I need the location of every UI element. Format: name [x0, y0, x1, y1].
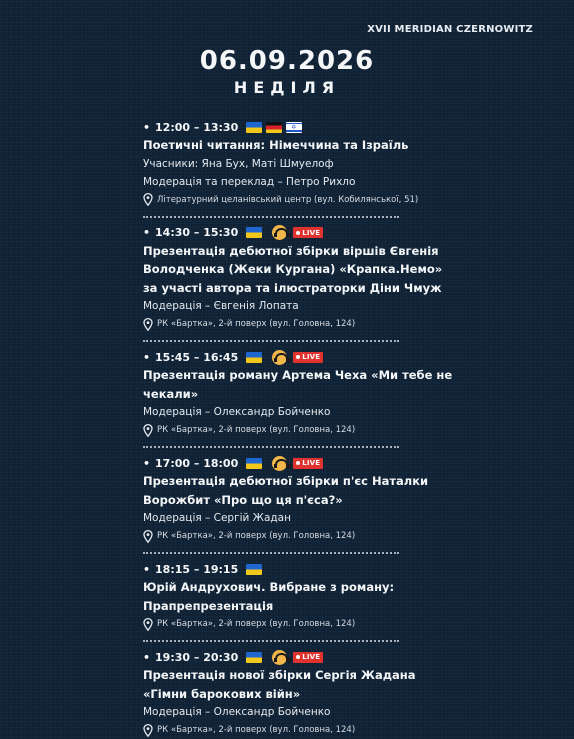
map-pin-icon: [143, 193, 153, 206]
event-location-row: [143, 527, 443, 545]
bullet: •: [143, 350, 151, 364]
event-location-row: [143, 315, 443, 333]
event-location: РК «Бартка», 2-й поверх (вул. Головна, 124): [157, 619, 356, 629]
bullet: •: [143, 226, 151, 239]
bullet: •: [143, 650, 151, 664]
event-time-row: [143, 224, 443, 242]
flag-il-icon: ✡: [286, 122, 302, 133]
event-time: 17:00 – 18:00: [155, 456, 239, 470]
dotted-divider: [143, 340, 399, 342]
map-pin-icon: [143, 424, 153, 437]
event-detail: Модерація – Євгенія Лопата: [143, 300, 299, 312]
live-dot-icon: [296, 231, 300, 235]
event-title-line: чекали»: [143, 386, 199, 401]
event-time-row: [143, 118, 443, 136]
event-time: 19:30 – 20:30: [155, 650, 239, 664]
event-detail: Модерація – Сергій Жадан: [143, 512, 291, 524]
flag-ua-icon: [246, 564, 262, 575]
event-time: 15:45 – 16:45: [155, 350, 239, 364]
dotted-divider: [143, 446, 399, 448]
flag-ua-icon: [246, 122, 262, 133]
event-title-line: Презентація дебютної збірки п'єс Наталки: [143, 474, 429, 488]
event-item: [143, 454, 443, 545]
program-weekday: НЕДІЛЯ: [233, 78, 341, 97]
event-time: 14:30 – 15:30: [155, 226, 239, 239]
event-title-line: Прапрепрезентація: [143, 598, 274, 613]
event-item: [143, 118, 443, 209]
event-location-row: [143, 721, 443, 739]
dotted-divider: [143, 552, 399, 554]
event-location: РК «Бартка», 2-й поверх (вул. Головна, 124): [157, 425, 356, 435]
event-detail: Учасники: Яна Бух, Маті Шмуелоф: [143, 157, 334, 170]
event-detail: Модерація – Олександр Бойченко: [143, 706, 331, 718]
flag-ua-icon: [246, 227, 262, 238]
live-label: LIVE: [302, 653, 321, 661]
festival-brand: XVII MERIDIAN CZERNOWITZ: [367, 24, 533, 35]
event-location: Літературний целанівський центр (вул. Кобилянської, 51): [157, 194, 419, 205]
live-badge: [293, 227, 323, 238]
live-label: LIVE: [302, 459, 321, 467]
event-title-line: за участі автора та ілюстраторки Діни Чмуж: [143, 280, 442, 295]
map-pin-icon: [143, 724, 153, 737]
event-time-row: [143, 648, 443, 666]
event-time: 18:15 – 19:15: [155, 562, 239, 576]
bullet: •: [143, 562, 151, 576]
event-location-row: [143, 191, 443, 209]
flag-ua-icon: [246, 458, 262, 469]
headphones-icon: [272, 350, 287, 365]
event-time-row: [143, 560, 443, 578]
live-dot-icon: [296, 355, 300, 359]
event-item: [143, 560, 443, 633]
event-item: [143, 224, 443, 334]
live-label: LIVE: [302, 228, 321, 237]
event-detail: Модерація – Олександр Бойченко: [143, 406, 331, 418]
event-time-row: [143, 454, 443, 472]
event-title-line: «Гімни барокових війн»: [143, 686, 301, 701]
event-location: РК «Бартка», 2-й поверх (вул. Головна, 124): [157, 319, 356, 329]
event-detail: Модерація та переклад – Петро Рихло: [143, 175, 356, 188]
event-item: [143, 348, 453, 439]
event-title-line: Володченка (Жеки Кургана) «Крапка.Немо»: [143, 262, 443, 276]
bullet: •: [143, 456, 151, 470]
event-title-line: Презентація роману Артема Чеха «Ми тебе не: [143, 368, 453, 382]
flag-ua-icon: [246, 352, 262, 363]
event-time: 12:00 – 13:30: [155, 120, 239, 134]
event-location: РК «Бартка», 2-й поверх (вул. Головна, 124): [157, 725, 356, 735]
flag-ua-icon: [246, 652, 262, 663]
live-label: LIVE: [302, 353, 321, 361]
event-title-line: Юрій Андрухович. Вибране з роману:: [143, 580, 395, 594]
map-pin-icon: [143, 318, 153, 331]
dotted-divider: [143, 216, 399, 218]
event-location-row: [143, 421, 443, 439]
event-title-line: Презентація нової збірки Сергія Жадана: [143, 668, 416, 682]
live-badge: [293, 652, 323, 663]
flag-de-icon: [266, 122, 282, 133]
event-title-line: Поетичні читання: Німеччина та Ізраїль: [143, 138, 409, 152]
event-time-row: [143, 348, 443, 366]
live-dot-icon: [296, 655, 300, 659]
headphones-icon: [272, 650, 287, 665]
map-pin-icon: [143, 618, 153, 631]
events-list: [143, 118, 453, 739]
bullet: •: [143, 120, 151, 134]
headphones-icon: [272, 225, 287, 240]
event-location-row: [143, 615, 443, 633]
live-badge: [293, 352, 323, 363]
headphones-icon: [272, 456, 287, 471]
event-title-line: Презентація дебютної збірки віршів Євгенія: [143, 243, 439, 258]
event-item: [143, 648, 443, 739]
live-badge: [293, 458, 323, 469]
map-pin-icon: [143, 530, 153, 543]
event-title-line: Ворожбит «Про що ця п'єса?»: [143, 492, 343, 507]
live-dot-icon: [296, 461, 300, 465]
program-date: 06.09.2026: [199, 46, 375, 76]
dotted-divider: [143, 640, 399, 642]
event-location: РК «Бартка», 2-й поверх (вул. Головна, 124): [157, 531, 356, 541]
